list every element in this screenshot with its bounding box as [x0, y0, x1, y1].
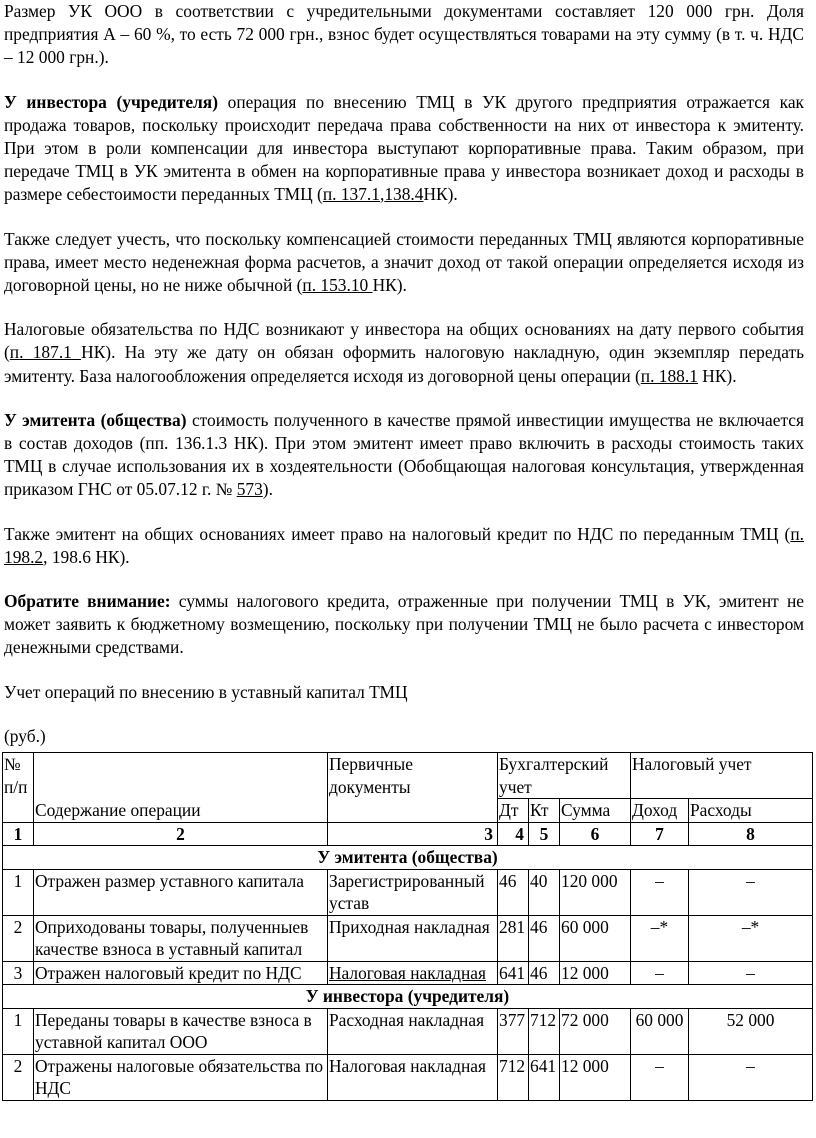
tax-expense: –: [689, 869, 813, 915]
col-num: 1: [3, 822, 34, 846]
header-num: № п/п: [3, 753, 34, 823]
debit-account: 377: [498, 1008, 529, 1054]
operation-text: Отражен размер уставного капитала: [34, 869, 328, 915]
header-tax: Налоговый учет: [631, 753, 813, 799]
debit-account: 281: [498, 915, 529, 961]
col-num: 2: [34, 822, 328, 846]
document-name: Налоговая накладная: [328, 1054, 498, 1100]
link-198-2[interactable]: п. 198.2: [4, 523, 804, 567]
tax-expense: 52 000: [689, 1008, 813, 1054]
investor-rows: [3, 1008, 813, 1100]
unit-label: (руб.): [4, 725, 46, 746]
header-income: Доход: [631, 799, 689, 823]
link-138-4[interactable]: 138.4: [384, 184, 424, 205]
operation-text: Отражен налоговый кредит по НДС: [34, 961, 328, 985]
header-accounting: Бухгалтерский учет: [498, 753, 631, 799]
emitent-paragraph: У эмитента (общества) стоимость полученного в качестве прямой инвестиции имущества не включается в состав доходов (пп. 136.1.3 НК). При этом эмитент имеет право включить в расходы стоимость таких ТМЦ в случае использования их в хоздеятельности (Обобщающая налоговая консультация, утвержденная приказом ГНС от 05.07.12 г. № 573).: [4, 409, 804, 500]
table-row: [3, 1054, 813, 1100]
amount: 120 000: [560, 869, 631, 915]
col-num: 6: [560, 822, 631, 846]
table-title: Учет операций по внесению в уставный капитал ТМЦ: [4, 681, 408, 702]
section-row: [3, 846, 813, 870]
table-row: [3, 1008, 813, 1054]
link-188-1[interactable]: п. 188.1: [640, 365, 698, 386]
row-number: 1: [3, 869, 34, 915]
document-name: Приходная накладная: [328, 915, 498, 961]
credit-account: 712: [529, 1008, 560, 1054]
attention-lead: Обратите внимание:: [4, 591, 171, 612]
vat-paragraph: Налоговые обязательства по НДС возникают у инвестора на общих основаниях на дату первого события (п. 187.1 НК). На эту же дату он обязан оформить налоговую накладную, один экземпляр передать эмитенту. База налогообложения определяется исходя из договорной цены операции (п. 188.1 НК).: [4, 319, 804, 386]
link-187-1[interactable]: п. 187.1: [9, 342, 82, 363]
header-kt: Кт: [529, 799, 560, 823]
intro-paragraph: Размер УК ООО в соответствии с учредительными документами составляет 120 000 грн. Доля предприятия А – 60 %, то есть 72 000 грн., взнос будет осуществляться товарами на эту сумму (в т. ч. НДС – 12 000 грн.).: [4, 1, 804, 68]
amount: 72 000: [560, 1008, 631, 1054]
col-num: 7: [631, 822, 689, 846]
tax-expense: –: [689, 1054, 813, 1100]
tax-expense: –: [689, 961, 813, 985]
header-content: Содержание операции: [34, 753, 328, 823]
operation-text: Переданы товары в качестве взноса в уставной капитал ООО: [34, 1008, 328, 1054]
row-number: 2: [3, 1054, 34, 1100]
investor-paragraph: У инвестора (учредителя) операция по внесению ТМЦ в УК другого предприятия отражается как продажа товаров, поскольку происходит передача права собственности на них от инвестора к эмитенту. При этом в роли компенсации для инвестора выступают корпоративные права. Таким образом, при передаче ТМЦ в УК эмитента в обмен на корпоративные права у инвестора возникает доход и расходы в размере себестоимости переданных ТМЦ (п. 137.1,138.4НК).: [4, 91, 805, 205]
credit-account: 641: [529, 1054, 560, 1100]
tax-income: –: [631, 1054, 689, 1100]
document-name: Налоговая накладная: [328, 961, 498, 985]
row-number: 1: [3, 1008, 34, 1054]
table-row: [3, 961, 813, 985]
tax-expense: –*: [689, 915, 813, 961]
header-docs: Первичные документы: [328, 753, 498, 823]
link-573[interactable]: 573: [236, 479, 263, 500]
credit-account: 40: [529, 869, 560, 915]
section-emitent: У эмитента (общества): [3, 846, 813, 870]
operation-text: Оприходованы товары, полученныев качестве взноса в уставный капитал: [34, 915, 328, 961]
header-sum: Сумма: [560, 799, 631, 823]
debit-account: 641: [498, 961, 529, 985]
amount: 12 000: [560, 1054, 631, 1100]
tax-income: –*: [631, 915, 689, 961]
row-number: 2: [3, 915, 34, 961]
table-row: [3, 869, 813, 915]
tax-income: 60 000: [631, 1008, 689, 1054]
emitent-rows: [3, 869, 813, 985]
amount: 60 000: [560, 915, 631, 961]
col-num: 8: [689, 822, 813, 846]
col-num: 4: [498, 822, 529, 846]
credit-paragraph: Также эмитент на общих основаниях имеет право на налоговый кредит по НДС по переданным ТМЦ (п. 198.2, 198.6 НК).: [4, 523, 804, 567]
emitent-lead: У эмитента (общества): [4, 409, 187, 430]
table-header-row: [3, 753, 813, 799]
header-dt: Дт: [498, 799, 529, 823]
credit-account: 46: [529, 961, 560, 985]
credit-account: 46: [529, 915, 560, 961]
debit-account: 46: [498, 869, 529, 915]
header-expense: Расходы: [689, 799, 813, 823]
col-num: 5: [529, 822, 560, 846]
link-137-1[interactable]: п. 137.1: [322, 184, 380, 205]
link-153-10[interactable]: п. 153.10: [302, 275, 373, 296]
operations-table: [2, 752, 813, 1101]
row-number: 3: [3, 961, 34, 985]
tax-income: –: [631, 961, 689, 985]
attention-paragraph: Обратите внимание: суммы налогового кредита, отраженные при получении ТМЦ в УК, эмитент не может заявить к бюджетному возмещению, поскольку при получении ТМЦ не было расчета с инвестором денежными средствами.: [4, 591, 805, 658]
investor-lead: У инвестора (учредителя): [4, 91, 218, 112]
table-row: [3, 915, 813, 961]
section-row: [3, 985, 813, 1009]
operation-text: Отражены налоговые обязательства по НДС: [34, 1054, 328, 1100]
tax-income: –: [631, 869, 689, 915]
document-name: Расходная накладная: [328, 1008, 498, 1054]
col-num: 3: [328, 822, 498, 846]
amount: 12 000: [560, 961, 631, 985]
also-paragraph: Также следует учесть, что поскольку компенсацией стоимости переданных ТМЦ являются корпоративные права, имеет место неденежная форма расчетов, а значит доход от такой операции определяется исходя из договорной цены, но не ниже обычной (п. 153.10 НК).: [4, 228, 804, 296]
debit-account: 712: [498, 1054, 529, 1100]
section-investor: У инвестора (учредителя): [3, 985, 813, 1009]
document-name: Зарегистрированный устав: [328, 869, 498, 915]
column-number-row: [3, 822, 813, 846]
